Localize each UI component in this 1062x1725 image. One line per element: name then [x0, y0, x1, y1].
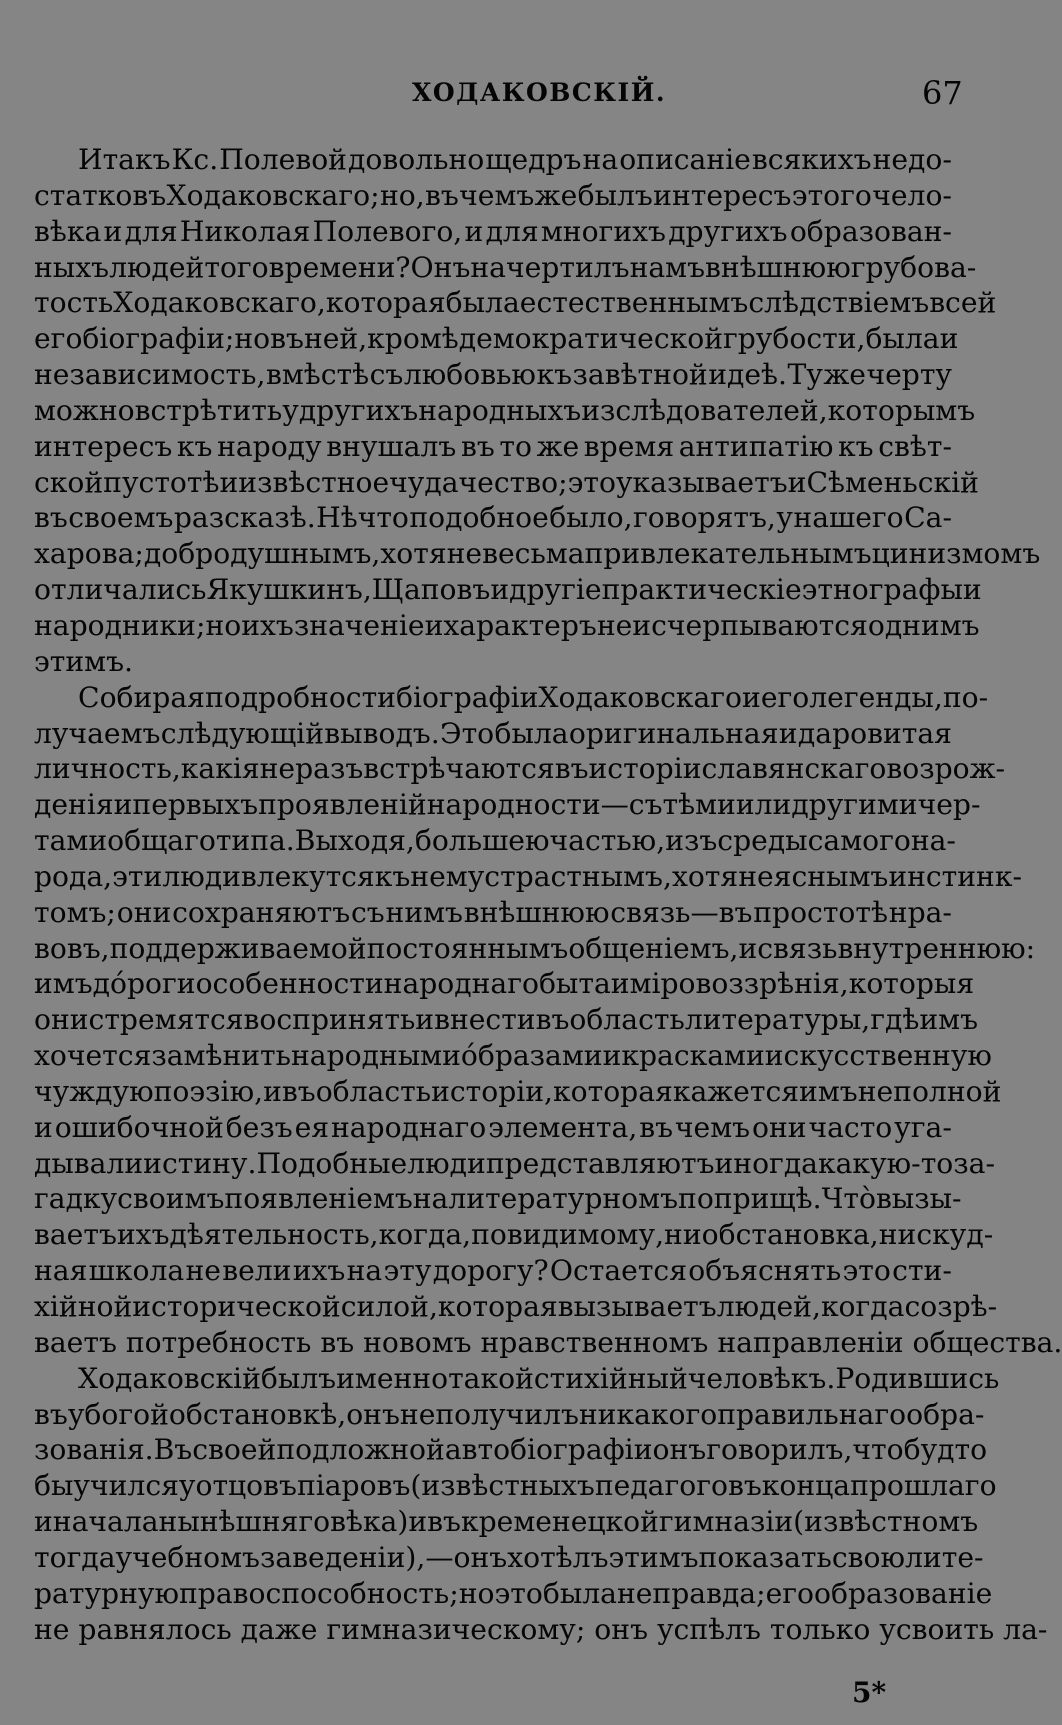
text-line: Собирая подробности біографіи Ходаковскаго и его легенды, по-: [78, 680, 989, 714]
text-line: ратурную правоспособность; но это была неправда; его образованіе: [34, 1576, 993, 1610]
text-line: народники; но ихъ значеніе и характеръ не исчерпываются однимъ: [34, 608, 980, 642]
text-line: Ходаковскій былъ именно такой стихійный человѣкъ. Родившись: [78, 1361, 1000, 1395]
text-line: чуждую поэзію, и въ область исторіи, которая кажется имъ неполной: [34, 1074, 1002, 1108]
text-line: личность, какія не разъ встрѣчаются въ исторіи славянскаго возрож-: [34, 752, 1006, 786]
text-line: ваетъ ихъ дѣятельность, когда, повидимому, ни обстановка, ни скуд-: [34, 1218, 994, 1252]
text-line: ная школа не вели ихъ на эту дорогу? Остается объяснять это сти-: [34, 1254, 952, 1288]
text-line: его біографіи; но въ ней, кромѣ демократической грубости, была и: [34, 322, 959, 356]
text-line: они стремятся воспринять и внести въ область литературы, гдѣ имъ: [34, 1003, 979, 1037]
page-number: 67: [922, 74, 963, 112]
text-line: въ своемъ разсказѣ. Нѣчто подобное было, говорятъ, у нашего Са-: [34, 501, 952, 535]
text-line: ской пустотѣ и извѣстное чудачество; это указываетъ и Сѣменьскій: [34, 465, 979, 499]
text-line: ныхъ людей того времени? Онъ начертилъ намъ внѣшнюю грубова-: [34, 250, 977, 284]
text-line: въ убогой обстановкѣ, онъ не получилъ никакого правильнаго обра-: [34, 1397, 985, 1431]
paragraph: [34, 680, 1062, 1361]
text-line: гадку своимъ появленіемъ на литературномъ поприщѣ. Чтò вызы-: [34, 1182, 962, 1216]
text-line: имъ дóроги особенности народнаго быта и міровоззрѣнія, которыя: [34, 967, 975, 1001]
text-line: этимъ.: [34, 644, 133, 678]
text-line: Итакъ Кс. Полевой довольно щедръ на описаніе всякихъ недо-: [78, 143, 952, 176]
text-line: хочется замѣнить народными óбразами и красками искусственную: [34, 1039, 992, 1073]
text-line: отличались Якушкинъ, Щаповъ и другіе практическіе этнографы и: [34, 573, 982, 607]
text-line: рода, эти люди влекутся къ нему страстнымъ, хотя неяснымъ инстинк-: [34, 859, 1022, 893]
text-line: независимость, вмѣстѣ съ любовью къ завѣтной идеѣ. Ту же черту: [34, 358, 952, 392]
text-line: денія и первыхъ проявленій народности—съ тѣми или другими чер-: [34, 788, 981, 822]
text-line: и начала нынѣшняго вѣка) и въ кременецкой гимназіи (извѣстномъ: [34, 1505, 979, 1539]
paragraph: [34, 1361, 1048, 1648]
body-text: [34, 142, 1062, 1647]
text-line: вѣка и для Николая Полевого, и для многихъ другихъ образован-: [34, 214, 952, 248]
text-line: тогда учебномъ заведеніи),—онъ хотѣлъ этимъ показать свою лите-: [34, 1540, 984, 1574]
text-line: и ошибочной безъ ея народнаго элемента, въ чемъ они часто уга-: [34, 1110, 952, 1144]
text-line: не равнялось даже гимназическому; онъ успѣлъ только усвоить ла-: [34, 1612, 1048, 1646]
text-line: хійной исторической силой, которая вызываетъ людей, когда созрѣ-: [34, 1290, 998, 1323]
signature-mark: 5*: [852, 1676, 887, 1709]
text-line: томъ; они сохраняютъ съ нимъ внѣшнюю связь—въ простотѣ нра-: [34, 895, 952, 929]
text-line: харова; добродушнымъ, хотя не весьма привлекательнымъ цинизмомъ: [34, 537, 1041, 571]
text-line: вовъ, поддерживаемой постояннымъ общеніемъ, и связь внутреннюю:: [34, 931, 1036, 965]
running-title: ХОДАКОВСКІЙ.: [412, 78, 667, 107]
text-line: дывали истину. Подобные люди представляютъ иногда какую-то за-: [34, 1146, 995, 1180]
paragraph: [34, 142, 1041, 680]
text-line: статковъ Ходаковскаго; но, въ чемъ же былъ интересъ этого чело-: [34, 178, 952, 212]
text-line: зованія. Въ своей подложной автобіографіи онъ говорилъ, что будто: [34, 1433, 988, 1467]
text-line: можно встрѣтить у другихъ народныхъ изслѣдователей, которымъ: [34, 393, 976, 427]
text-line: бы учился у отцовъ піаровъ (извѣстныхъ педагоговъ конца прошлаго: [34, 1469, 997, 1503]
text-line: ваетъ потребность въ новомъ нравственномъ направленіи общества.: [34, 1325, 1062, 1359]
text-line: тами общаго типа. Выходя, большею частью, изъ среды самого на-: [34, 824, 956, 858]
text-line: интересъ къ народу внушалъ въ то же время антипатію къ свѣт-: [34, 429, 952, 463]
text-line: лучаемъ слѣдующій выводъ. Это была оригинальная и даровитая: [34, 716, 952, 750]
text-line: тость Ходаковскаго, которая была естественнымъ слѣдствіемъ всей: [34, 286, 997, 320]
